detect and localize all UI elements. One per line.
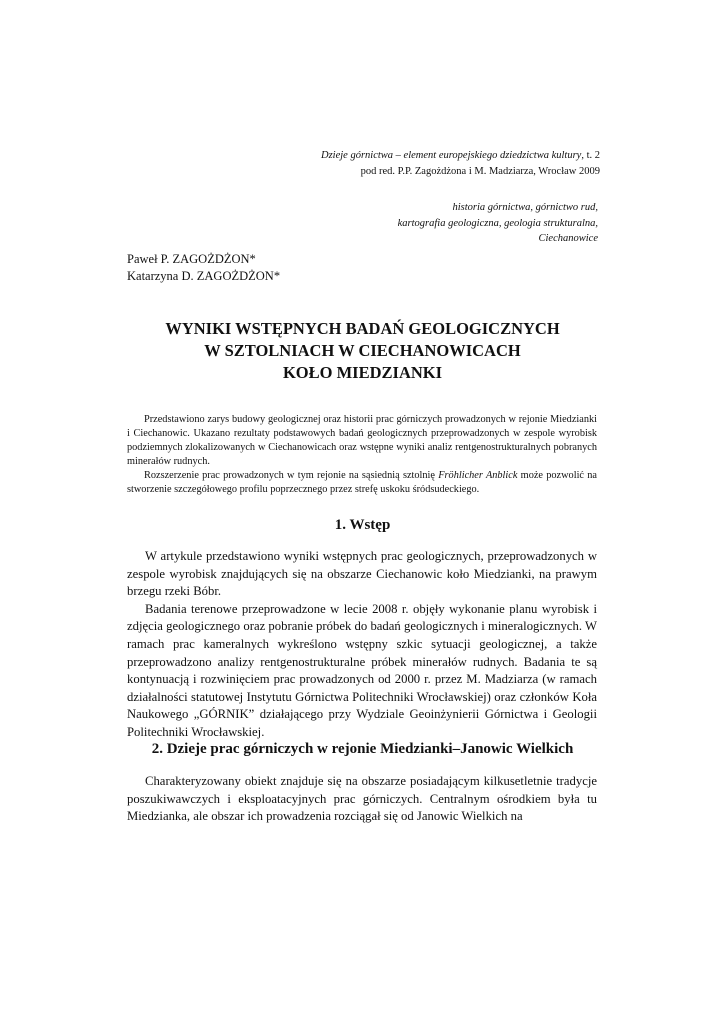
series-title: Dzieje górnictwa – element europejskiego dziedzictwa kultury <box>321 150 582 161</box>
abstract-text: może pozwolić na stworzenie szczegółowego profilu poprzecznego przez strefę uskoku śródsudeckiego. <box>127 470 597 495</box>
author-name: Katarzyna D. ZAGOŻDŻON* <box>127 269 281 283</box>
abstract <box>127 413 597 497</box>
series-volume: , t. 2 <box>581 150 600 161</box>
title-line: W SZTOLNIACH W CIECHANOWICACH <box>204 341 521 360</box>
body-paragraph: Charakteryzowany obiekt znajduje się na obszarze posiadającym kilkusetletnie tradycje poszukiwawczych i eksploatacyjnych prac górniczych. Centralnym ośrodkiem była tu Miedzianka, ale obszar ich prowadzenia rozciągał się od Janowic Wielkich na <box>127 774 597 824</box>
adit-name: Fröhlicher Anblick <box>438 470 518 481</box>
section-body <box>127 548 597 742</box>
keywords <box>398 200 598 247</box>
author-name: Paweł P. ZAGOŻDŻON* <box>127 252 256 266</box>
section-heading: 1. Wstęp <box>334 517 391 533</box>
series-header <box>321 148 600 180</box>
title-line: KOŁO MIEDZIANKI <box>282 363 443 382</box>
abstract-text: Rozszerzenie prac prowadzonych w tym rejonie na sąsiednią sztolnię <box>144 470 439 481</box>
title-line: WYNIKI WSTĘPNYCH BADAŃ GEOLOGICZNYCH <box>165 319 560 338</box>
body-paragraph: Badania terenowe przeprowadzone w lecie 2008 r. objęły wykonanie planu wyrobisk i zdjęcia geologicznego oraz pobranie próbek do badań geologicznych i mineralogicznych. W ramach prac kameralnych wykreślono wstępny szkic sytuacji geologicznej, a także przeprowadzono analizy rentgenostrukturalne próbek minerałów rudnych. Badania te są kontynuacją i rozwinięciem prac prowadzonych od 2000 r. przez M. Madziarza (w ramach działalności statutowej Instytutu Górnictwa Politechniki Wrocławskiej) oraz członków Koła Naukowego „GÓRNIK” działającego przy Wydziale Geoinżynierii Górnictwa i Geologii Politechniki Wrocławskiej. <box>127 601 597 739</box>
keyword-line: historia górnictwa, górnictwo rud, <box>452 202 598 213</box>
body-paragraph: W artykule przedstawiono wyniki wstępnych prac geologicznych, przeprowadzonych w zespole wyrobisk znajdujących się na obszarze Ciechanowic koło Miedzianki, na prawym brzegu rzeki Bóbr. <box>127 549 597 599</box>
series-editors: pod red. P.P. Zagożdżona i M. Madziarza, Wrocław 2009 <box>360 166 600 177</box>
keyword-line: kartografia geologiczna, geologia strukturalna, <box>397 217 598 229</box>
section-heading: 2. Dzieje prac górniczych w rejonie Miedzianki–Janowic Wielkich <box>151 741 574 757</box>
abstract-paragraph <box>127 469 597 497</box>
paper-title <box>110 318 615 384</box>
authors <box>127 251 280 285</box>
abstract-paragraph: Przedstawiono zarys budowy geologicznej oraz historii prac górniczych prowadzonych w rejonie Miedzianki i Ciechanowic. Ukazano rezultaty podstawowych badań geologicznych przeprowadzonych w zespole wyrobisk podziemnych zlokalizowanych w Ciechanowicach oraz wstępne wyniki analiz rentgenostrukturalnych pobranych minerałów rudnych. <box>127 414 597 467</box>
section-body <box>127 773 597 826</box>
series-line <box>321 148 600 164</box>
keyword-line: Ciechanowice <box>538 233 598 244</box>
